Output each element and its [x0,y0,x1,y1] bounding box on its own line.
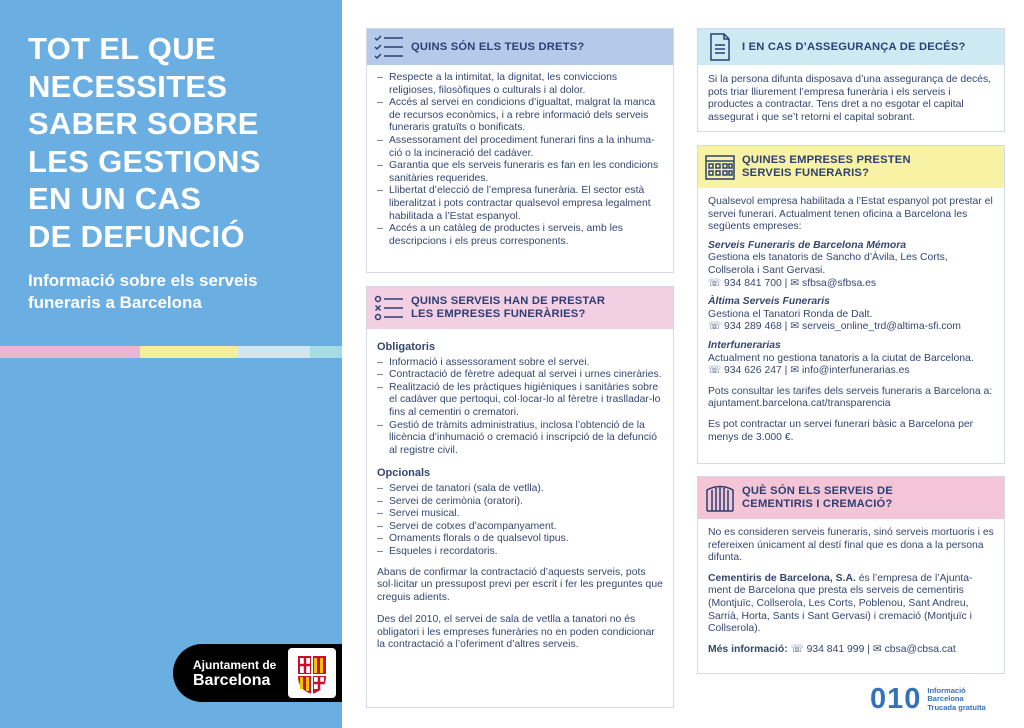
list-item: – Servei musical. [377,508,663,521]
options-list-icon [373,294,405,322]
ajuntament-logo [173,644,342,702]
title-line: DE DEFUNCIÓ [28,218,245,254]
list-item: – Ornaments florals o de qualsevol tipus. [377,533,663,546]
insurance-text: Si la persona difunta disposava d’una assegurança de decés, pots triar lliurement l’empresa funerària i els serveis i productes a contractar. Tens dret a no esgotar el capital assegurat i que se’t retorni el capital sobrant. [708,74,992,123]
companies-title-line: QUINES EMPRESES PRESTEN [742,154,911,166]
mandatory-heading: Obligatoris [377,341,436,353]
stripe-lightblue [238,346,310,358]
rights-body [367,65,673,254]
logo-line2: Barcelona [193,672,271,689]
more-info: Més informació: ☏ 934 841 999 | ✉ cbsa@cbsa.cat [708,643,956,655]
companies-title-line: SERVEIS FUNERARIS? [742,167,870,179]
company-desc: Gestiona els tanatoris de Sancho d’Àvila, Les Corts, Collserola i Sant Gervasi. [708,252,948,276]
color-stripe [0,346,342,358]
company-desc: Actualment no gestiona tanatoris a la ciutat de Barcelona. [708,352,974,364]
services-title [411,295,605,321]
list-item: – Servei de cerimònia (oratori). [377,496,663,509]
list-item: – Informació i assessorament sobre el servei. [377,357,663,370]
company-name: Interfunerarias [708,339,781,351]
cemeteries-company-name: Cementiris de Barcelona, S.A. [708,572,856,584]
title-line: SABER SOBRE [28,106,259,141]
rights-box [366,28,674,273]
companies-body [698,188,1004,456]
cemeteries-text: No es consideren serveis funeraris, sinó serveis mortuoris i es refereixen únicament al destí final que es dona a la persona difunta. [708,527,994,564]
stripe-cyan [310,346,342,358]
company-email[interactable]: info@interfunerarias.es [802,365,910,377]
title-line: NECESSITES [28,68,228,104]
company-contact: ☏ 934 289 468 | ✉ serveis_online_trd@altima-sfi.com [708,321,961,333]
services-box [366,286,674,708]
info-label [927,687,985,713]
company-phone[interactable]: 934 289 468 [724,321,782,333]
page-subtitle: Informació sobre els serveis funeraris a Barcelona [28,271,258,312]
phone-icon: ☏ [708,321,721,333]
company-phone[interactable]: 934 841 700 [724,277,782,289]
email-icon: ✉ [872,643,882,655]
phone-icon: ☏ [708,277,721,289]
more-info-label: Més informació: [708,643,788,655]
company-contact: ☏ 934 841 700 | ✉ sfbsa@sfbsa.es [708,277,877,289]
list-item: – Respecte a la intimitat, la dignitat, les conviccions religioses, filosòfiques o culturals i al dolor. [377,72,663,97]
cemeteries-phone[interactable]: 934 841 999 [806,643,865,655]
stripe-yellow [140,346,238,358]
mandatory-list [377,357,663,458]
services-paragraph: Des del 2010, el servei de sala de vetlla a tanatori no és obligatori i les empreses funeràries no en poden condicionar la contractació a l’oferiment d’altres serveis. [377,614,655,651]
title-line: EN UN CAS [28,181,202,216]
info-line: Informació [927,685,966,695]
checklist-icon [373,33,405,61]
rights-list [377,72,663,248]
info-010 [870,683,986,716]
list-item: – Realització de les pràctiques higièniques i sanitàries sobre el cadàver que pertoqui, col·locar-lo al fèretre i traslladar-lo fins al cementiri o crematori. [377,382,663,420]
companies-intro: Qualsevol empresa habilitada a l’Estat espanyol pot prestar el servei funerari. Actualment tenen oficina a Barcelona les següents empreses: [708,196,993,233]
insurance-box [697,28,1005,132]
info-line: Trucada gratuïta [927,702,986,712]
title-line: TOT EL QUE [28,31,216,66]
rights-title: QUINS SÓN ELS TEUS DRETS? [411,40,585,53]
phone-icon: ☏ [790,643,804,655]
company-phone[interactable]: 934 626 247 [724,365,782,377]
cemeteries-box [697,476,1005,674]
cemeteries-header [698,477,1004,519]
email-icon: ✉ [790,277,799,289]
companies-box [697,145,1005,464]
cemeteries-body [698,519,1004,662]
cemeteries-company-text: és l’empresa de l’Ajunta-ment de Barcelona que presta els serveis de cementiris (Montjuïc, Collserola, Les Corts, Poblenou, Sant Andreu, Sarrià, Horta, Sants i Sant Gervasi) i cremació (Montjuïc i Collserola). [708,572,973,635]
list-item: – Servei de tanatori (sala de vetlla). [377,483,663,496]
email-icon: ✉ [790,365,799,377]
logo-line1: Ajuntament de [193,658,277,672]
list-item: – Garantia que els serveis funeraris es fan en les condicions sanitàries requerides. [377,160,663,185]
services-body [367,329,673,664]
companies-title [742,154,911,180]
tariffs-text: Pots consultar les tarifes dels serveis funeraris a Barcelona a: ajuntament.barcelona.cat/transparencia [708,385,993,410]
services-title-line: LES EMPRESES FUNERÀRIES? [411,308,586,320]
cemeteries-email[interactable]: cbsa@cbsa.cat [884,643,956,655]
phone-icon: ☏ [708,365,721,377]
company-name: Àltima Serveis Funeraris [708,296,830,308]
list-item: – Llibertat d’elecció de l’empresa funerària. El sector està liberalitzat i pots contractar qualsevol empresa legalment habilitada a l’Estat espanyol. [377,185,663,223]
info-line: Barcelona [927,694,964,704]
stripe-pink [0,346,140,358]
company-desc: Gestiona el Tanatori Ronda de Dalt. [708,308,873,320]
list-item: – Servei de cotxes d’acompanyament. [377,521,663,534]
info-number[interactable]: 010 [870,683,922,715]
list-item: – Assessorament del procediment funerari fins a la inhuma-ció o la incineració del cadàver. [377,135,663,160]
gate-icon [704,484,736,512]
barcelona-shield-icon [288,648,336,698]
list-item: – Esqueles i recordatoris. [377,546,663,559]
left-panel [0,0,342,728]
companies-header [698,146,1004,188]
building-icon [704,153,736,181]
company-contact: ☏ 934 626 247 | ✉ info@interfunerarias.es [708,365,910,377]
services-title-line: QUINS SERVEIS HAN DE PRESTAR [411,295,606,307]
cemeteries-company-paragraph [708,573,994,636]
services-header [367,287,673,329]
cemeteries-title-line: CEMENTIRIS I CREMACIÓ? [742,498,893,510]
page-title [28,30,328,255]
services-paragraph: Abans de confirmar la contractació d’aquests serveis, pots sol·licitar un pressupost previ per escrit i fer les preguntes que creguis adients. [377,566,663,603]
company-email[interactable]: sfbsa@sfbsa.es [802,277,877,289]
document-icon [704,33,736,61]
insurance-body [698,65,1004,136]
title-line: LES GESTIONS [28,143,261,179]
optional-heading: Opcionals [377,467,431,480]
optional-list [377,483,663,559]
basic-service-text: Es pot contractar un servei funerari bàsic a Barcelona per menys de 3.000 €. [708,418,974,443]
insurance-header [698,29,1004,65]
cemeteries-title-line: QUÈ SÓN ELS SERVEIS DE [742,485,893,497]
list-item: – Contractació de fèretre adequat al servei i urnes cineràries. [377,369,663,382]
company-name: Serveis Funeraris de Barcelona Mémora [708,239,907,251]
company-email[interactable]: serveis_online_trd@altima-sfi.com [802,321,961,333]
cemeteries-title [742,485,893,511]
list-item: – Accés al servei en condicions d’igualtat, malgrat la manca de recursos econòmics, i a rebre informació dels serveis funeraris gratuïts o bonificats. [377,97,663,135]
insurance-title: I EN CAS D’ASSEGURANÇA DE DECÉS? [742,40,966,53]
list-item: – Accés a un catàleg de productes i serveis, amb les descripcions i els preus corresponents. [377,223,663,248]
email-icon: ✉ [790,321,799,333]
rights-header [367,29,673,65]
list-item: – Gestió de tràmits administratius, inclosa l’obtenció de la llicència d’inhumació o cremació i inscripció de la defunció al registre civil. [377,420,663,458]
